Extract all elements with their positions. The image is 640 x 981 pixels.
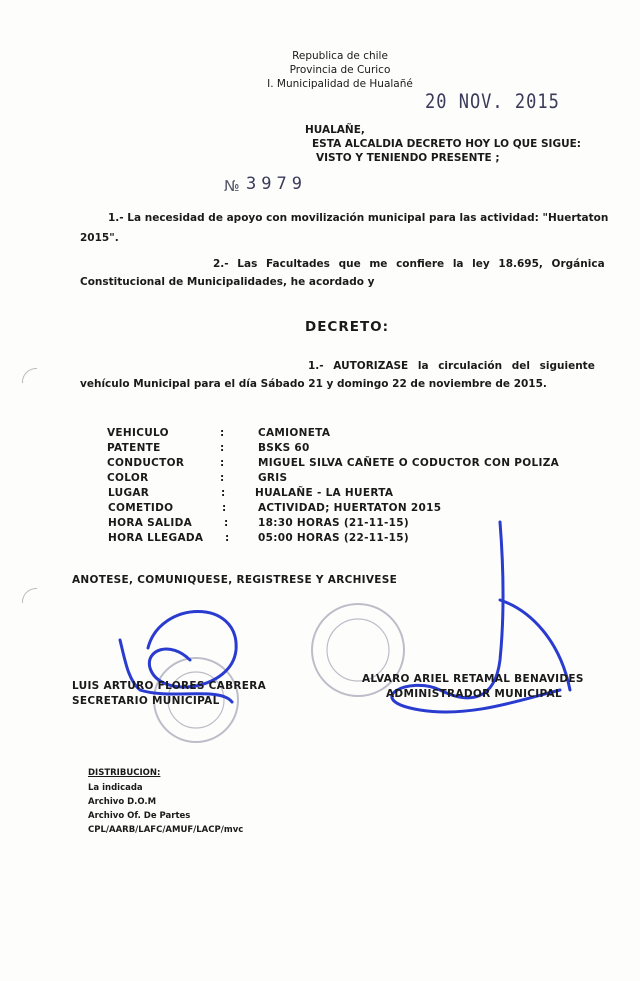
detail-value: CAMIONETA: [258, 427, 331, 439]
decree-number: 3979: [246, 174, 307, 194]
closing-formula: ANOTESE, COMUNIQUESE, REGISTRESE Y ARCHIVESE: [72, 574, 398, 586]
distribution-item: Archivo Of. De Partes: [88, 811, 191, 821]
detail-label: HORA LLEGADA: [108, 532, 204, 544]
detail-label: LUGAR: [108, 487, 150, 499]
detail-label: CONDUCTOR: [107, 457, 185, 469]
date-stamp: 20 NOV. 2015: [425, 90, 560, 114]
detail-colon: :: [224, 517, 229, 529]
detail-colon: :: [222, 502, 227, 514]
distribution-item: CPL/AARB/LAFC/AMUF/LACP/mvc: [88, 825, 244, 835]
detail-value: GRIS: [258, 472, 288, 484]
resolution-line1: 1.- AUTORIZASE la circulación del siguiente: [308, 360, 595, 372]
distribution-item: Archivo D.O.M: [88, 797, 157, 807]
considerando-1-line2: 2015".: [80, 232, 119, 244]
header-province: Provincia de Curico: [289, 64, 391, 76]
detail-value: 18:30 HORAS (21-11-15): [258, 517, 409, 529]
detail-label: VEHICULO: [107, 427, 169, 439]
detail-value: ACTIVIDAD; HUERTATON 2015: [258, 502, 442, 514]
detail-label: PATENTE: [107, 442, 161, 454]
header-municipality: I. Municipalidad de Hualañé: [267, 78, 413, 90]
detail-label: COLOR: [107, 472, 149, 484]
detail-colon: :: [221, 487, 226, 499]
resolution-line2: vehículo Municipal para el día Sábado 21 y domingo 22 de noviembre de 2015.: [80, 378, 547, 390]
detail-value: BSKS 60: [258, 442, 310, 454]
detail-value: MIGUEL SILVA CAÑETE O CODUCTOR CON POLIZA: [258, 457, 560, 469]
preamble-line2: VISTO Y TENIENDO PRESENTE ;: [316, 152, 500, 164]
detail-colon: :: [220, 457, 225, 469]
detail-colon: :: [220, 472, 225, 484]
detail-colon: :: [225, 532, 230, 544]
number-sign-icon: №: [224, 177, 240, 195]
header-republic: Republica de chile: [292, 50, 388, 62]
decreto-title: DECRETO:: [305, 319, 390, 335]
right-signer-title: ADMINISTRADOR MUNICIPAL: [386, 688, 562, 700]
preamble-place: HUALAÑE,: [305, 124, 365, 136]
detail-value: HUALAÑE - LA HUERTA: [255, 487, 394, 499]
detail-label: COMETIDO: [108, 502, 174, 514]
considerando-2-line2: Constitucional de Municipalidades, he acordado y: [80, 276, 375, 288]
considerando-2-line1: 2.- Las Facultades que me confiere la ley 18.695, Orgánica: [213, 258, 605, 270]
left-signer-title: SECRETARIO MUNICIPAL: [72, 695, 220, 707]
detail-colon: :: [220, 427, 225, 439]
detail-label: HORA SALIDA: [108, 517, 193, 529]
right-signer-name: ALVARO ARIEL RETAMAL BENAVIDES: [362, 673, 584, 685]
detail-colon: :: [220, 442, 225, 454]
considerando-1-line1: 1.- La necesidad de apoyo con movilización municipal para las actividad: "Huertaton: [108, 212, 609, 224]
distribution-title: DISTRIBUCION:: [88, 768, 161, 778]
preamble-line1: ESTA ALCALDIA DECRETO HOY LO QUE SIGUE:: [312, 138, 581, 150]
detail-value: 05:00 HORAS (22-11-15): [258, 532, 409, 544]
left-signer-name: LUIS ARTURO FLORES CABRERA: [72, 680, 267, 692]
distribution-item: La indicada: [88, 783, 143, 793]
